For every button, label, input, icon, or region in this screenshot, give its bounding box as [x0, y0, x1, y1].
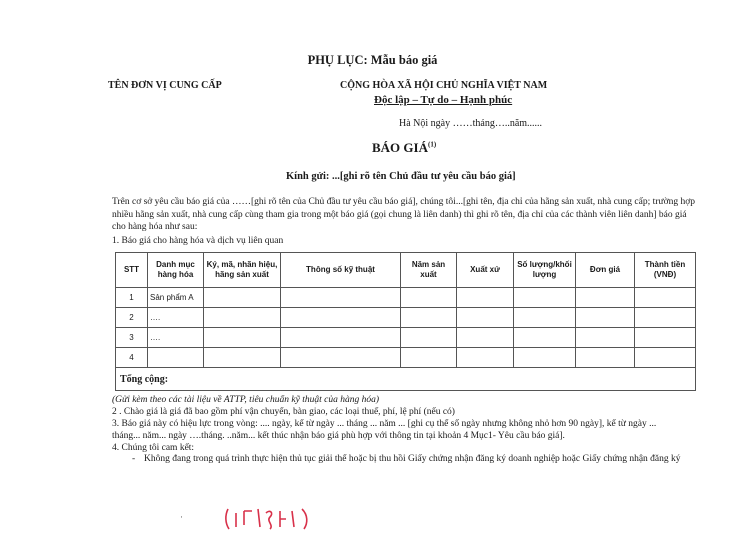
table-cell [635, 308, 696, 328]
total-label: Tổng cộng: [116, 368, 696, 391]
scan-mark: · [180, 512, 183, 522]
col-header: Năm sản xuất [401, 253, 457, 288]
table-cell [576, 308, 635, 328]
intro-paragraph: Trên cơ sở yêu cầu báo giá của ……[ghi rõ tên của Chủ đầu tư yêu cầu báo giá], chúng tôi...[ghi tên, địa chỉ của hãng sản xuất, nhà cung cấp; trường hợp nhiều hãng sản xuất, nhà cung cấp cùng tham gia trong một báo giá (gọi chung là liên danh) thì ghi rõ tên, địa chỉ của các thành viên liên danh] báo giá cho hàng hóa như sau: [112, 197, 695, 232]
supplier-label: TÊN ĐƠN VỊ CUNG CẤP [108, 80, 222, 91]
table-cell [281, 348, 401, 368]
item-4: 4. Chúng tôi cam kết: [112, 443, 195, 453]
appendix-title: PHỤ LỤC: Mẫu báo giá [307, 53, 438, 67]
date-line: Hà Nội ngày ……tháng…..năm...... [399, 118, 543, 129]
col-header: Danh mục hàng hóa [148, 253, 204, 288]
table-cell [576, 288, 635, 308]
table-header-row [116, 253, 696, 288]
table-total-row [116, 368, 696, 391]
quote-table [115, 252, 696, 391]
table-cell: Sản phẩm A [148, 288, 204, 308]
motto: Độc lập – Tự do – Hạnh phúc [374, 94, 513, 106]
table-cell: 4 [116, 348, 148, 368]
table-cell [401, 288, 457, 308]
table-cell [204, 288, 281, 308]
table-cell [281, 328, 401, 348]
col-header: Ký, mã, nhãn hiệu, hãng sản xuất [204, 253, 281, 288]
table-cell [204, 348, 281, 368]
table-row [116, 308, 696, 328]
col-header: STT [116, 253, 148, 288]
item-2: 2 . Chào giá là giá đã bao gồm phí vận chuyển, bàn giao, các loại thuế, phí, lệ phí (nếu có) [112, 407, 455, 417]
col-header: Thành tiền (VNĐ) [635, 253, 696, 288]
table-cell [401, 348, 457, 368]
table-cell: 3 [116, 328, 148, 348]
table-cell [635, 348, 696, 368]
table-cell: …. [148, 328, 204, 348]
nation-heading: CỘNG HÒA XÃ HỘI CHỦ NGHĨA VIỆT NAM [340, 80, 548, 91]
doc-title [372, 140, 436, 156]
table-cell [576, 328, 635, 348]
table-cell [457, 348, 514, 368]
table-cell [457, 328, 514, 348]
table-cell [281, 288, 401, 308]
attachment-note: (Gửi kèm theo các tài liệu về ATTP, tiêu chuẩn kỹ thuật của hàng hóa) [112, 395, 379, 405]
table-cell [514, 288, 576, 308]
col-header: Đơn giá [576, 253, 635, 288]
col-header: Thông số kỹ thuật [281, 253, 401, 288]
table-cell [281, 308, 401, 328]
table-row [116, 328, 696, 348]
col-header: Xuất xứ [457, 253, 514, 288]
table-cell [401, 308, 457, 328]
table-cell [514, 328, 576, 348]
table-row [116, 348, 696, 368]
item-3-line-2: tháng... năm... ngày ….tháng. ..năm... kết thúc nhận báo giá phù hợp với thông tin tại khoản 4 Mục1- Yêu cầu báo giá]. [112, 431, 565, 441]
item-3-line-1: 3. Báo giá này có hiệu lực trong vòng: .... ngày, kể từ ngày ... tháng ... năm ... [ghi cụ thể số ngày nhưng không nhỏ hơn 90 ngày], kể từ ngày ... [112, 419, 657, 429]
table-cell [514, 308, 576, 328]
table-cell [148, 348, 204, 368]
table-row [116, 288, 696, 308]
commit-1: Không đang trong quá trình thực hiện thủ tục giải thể hoặc bị thu hồi Giấy chứng nhận đăng ký doanh nghiệp hoặc Giấy chứng nhận đăng ký [144, 454, 681, 464]
doc-title-note: (1) [427, 140, 437, 149]
doc-title-text: BÁO GIÁ [372, 140, 428, 155]
table-cell [204, 308, 281, 328]
table-cell [457, 308, 514, 328]
table-cell [514, 348, 576, 368]
table-cell [635, 288, 696, 308]
red-stamp [222, 503, 317, 533]
stamp-graphic [222, 503, 317, 533]
commit-bullet: - [132, 454, 136, 464]
col-header: Số lượng/khối lượng [514, 253, 576, 288]
table-cell: 2 [116, 308, 148, 328]
table-cell: …. [148, 308, 204, 328]
table-cell [457, 288, 514, 308]
recipient: Kính gửi: ...[ghi rõ tên Chủ đầu tư yêu cầu báo giá] [286, 171, 516, 182]
table-cell [576, 348, 635, 368]
table-cell [204, 328, 281, 348]
table-cell [635, 328, 696, 348]
table-cell [401, 328, 457, 348]
table-cell: 1 [116, 288, 148, 308]
section-1-heading: 1. Báo giá cho hàng hóa và dịch vụ liên quan [112, 236, 284, 246]
